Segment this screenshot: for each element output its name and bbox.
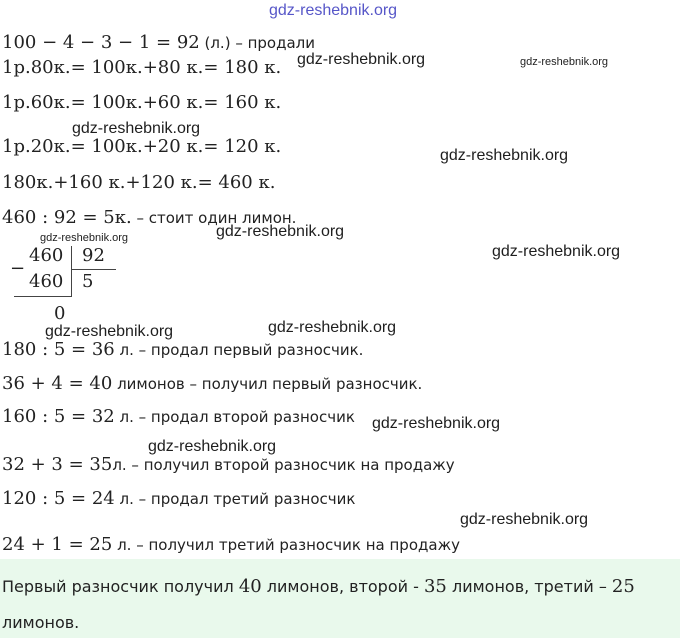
watermark: gdz-reshebnik.org — [372, 415, 501, 432]
watermark: gdz-reshebnik.org — [40, 232, 129, 244]
watermark: gdz-reshebnik.org — [72, 120, 201, 137]
solution-line: 36 + 4 = 40 лимонов – получил первый разносчик. — [2, 373, 423, 394]
watermark: gdz-reshebnik.org — [492, 243, 621, 260]
answer-block — [0, 559, 680, 638]
solution-line: 1р.20к.= 100к.+20 к.= 120 к. — [2, 136, 282, 157]
division-divisor-underline — [71, 269, 116, 270]
watermark: gdz-reshebnik.org — [297, 51, 426, 68]
watermark: gdz-reshebnik.org — [148, 438, 277, 455]
watermark: gdz-reshebnik.org — [440, 147, 569, 164]
solution-line: 120 : 5 = 24 л. – продал третий разносчик — [2, 488, 356, 509]
division-divisor: 92 — [82, 245, 105, 266]
division-remainder: 0 — [54, 303, 66, 324]
division-subtrahend: 460 — [29, 271, 64, 292]
division-subtraction-line — [14, 296, 71, 297]
division-vertical-line — [71, 246, 72, 297]
solution-line: 100 − 4 − 3 − 1 = 92 (л.) – продали — [2, 32, 315, 53]
watermark: gdz-reshebnik.org — [45, 323, 174, 340]
division-dividend: 460 — [29, 245, 64, 266]
solution-line: 160 : 5 = 32 л. – продал второй разносчик — [2, 406, 355, 427]
solution-line: 1р.60к.= 100к.+60 к.= 160 к. — [2, 92, 282, 113]
watermark: gdz-reshebnik.org — [268, 319, 397, 336]
division-minus: − — [10, 258, 26, 279]
watermark: gdz-reshebnik.org — [460, 511, 589, 528]
solution-line: 24 + 1 = 25 л. – получил третий разносчик на продажу — [2, 534, 460, 555]
solution-line: 460 : 92 = 5к. – стоит один лимон. — [2, 207, 297, 228]
watermark: gdz-reshebnik.org — [520, 56, 609, 68]
solution-line: 180 : 5 = 36 л. – продал первый разносчик. — [2, 339, 364, 360]
watermark: gdz-reshebnik.org — [269, 2, 398, 19]
answer-text: Первый разносчик получил 40 лимонов, второй - 35 лимонов, третий – 25 лимонов. — [2, 576, 635, 632]
division-quotient: 5 — [82, 271, 94, 292]
solution-line: 32 + 3 = 35л. – получил второй разносчик на продажу — [2, 454, 455, 475]
solution-line: 1р.80к.= 100к.+80 к.= 180 к. — [2, 57, 282, 78]
solution-line: 180к.+160 к.+120 к.= 460 к. — [2, 172, 276, 193]
watermark: gdz-reshebnik.org — [216, 223, 345, 240]
